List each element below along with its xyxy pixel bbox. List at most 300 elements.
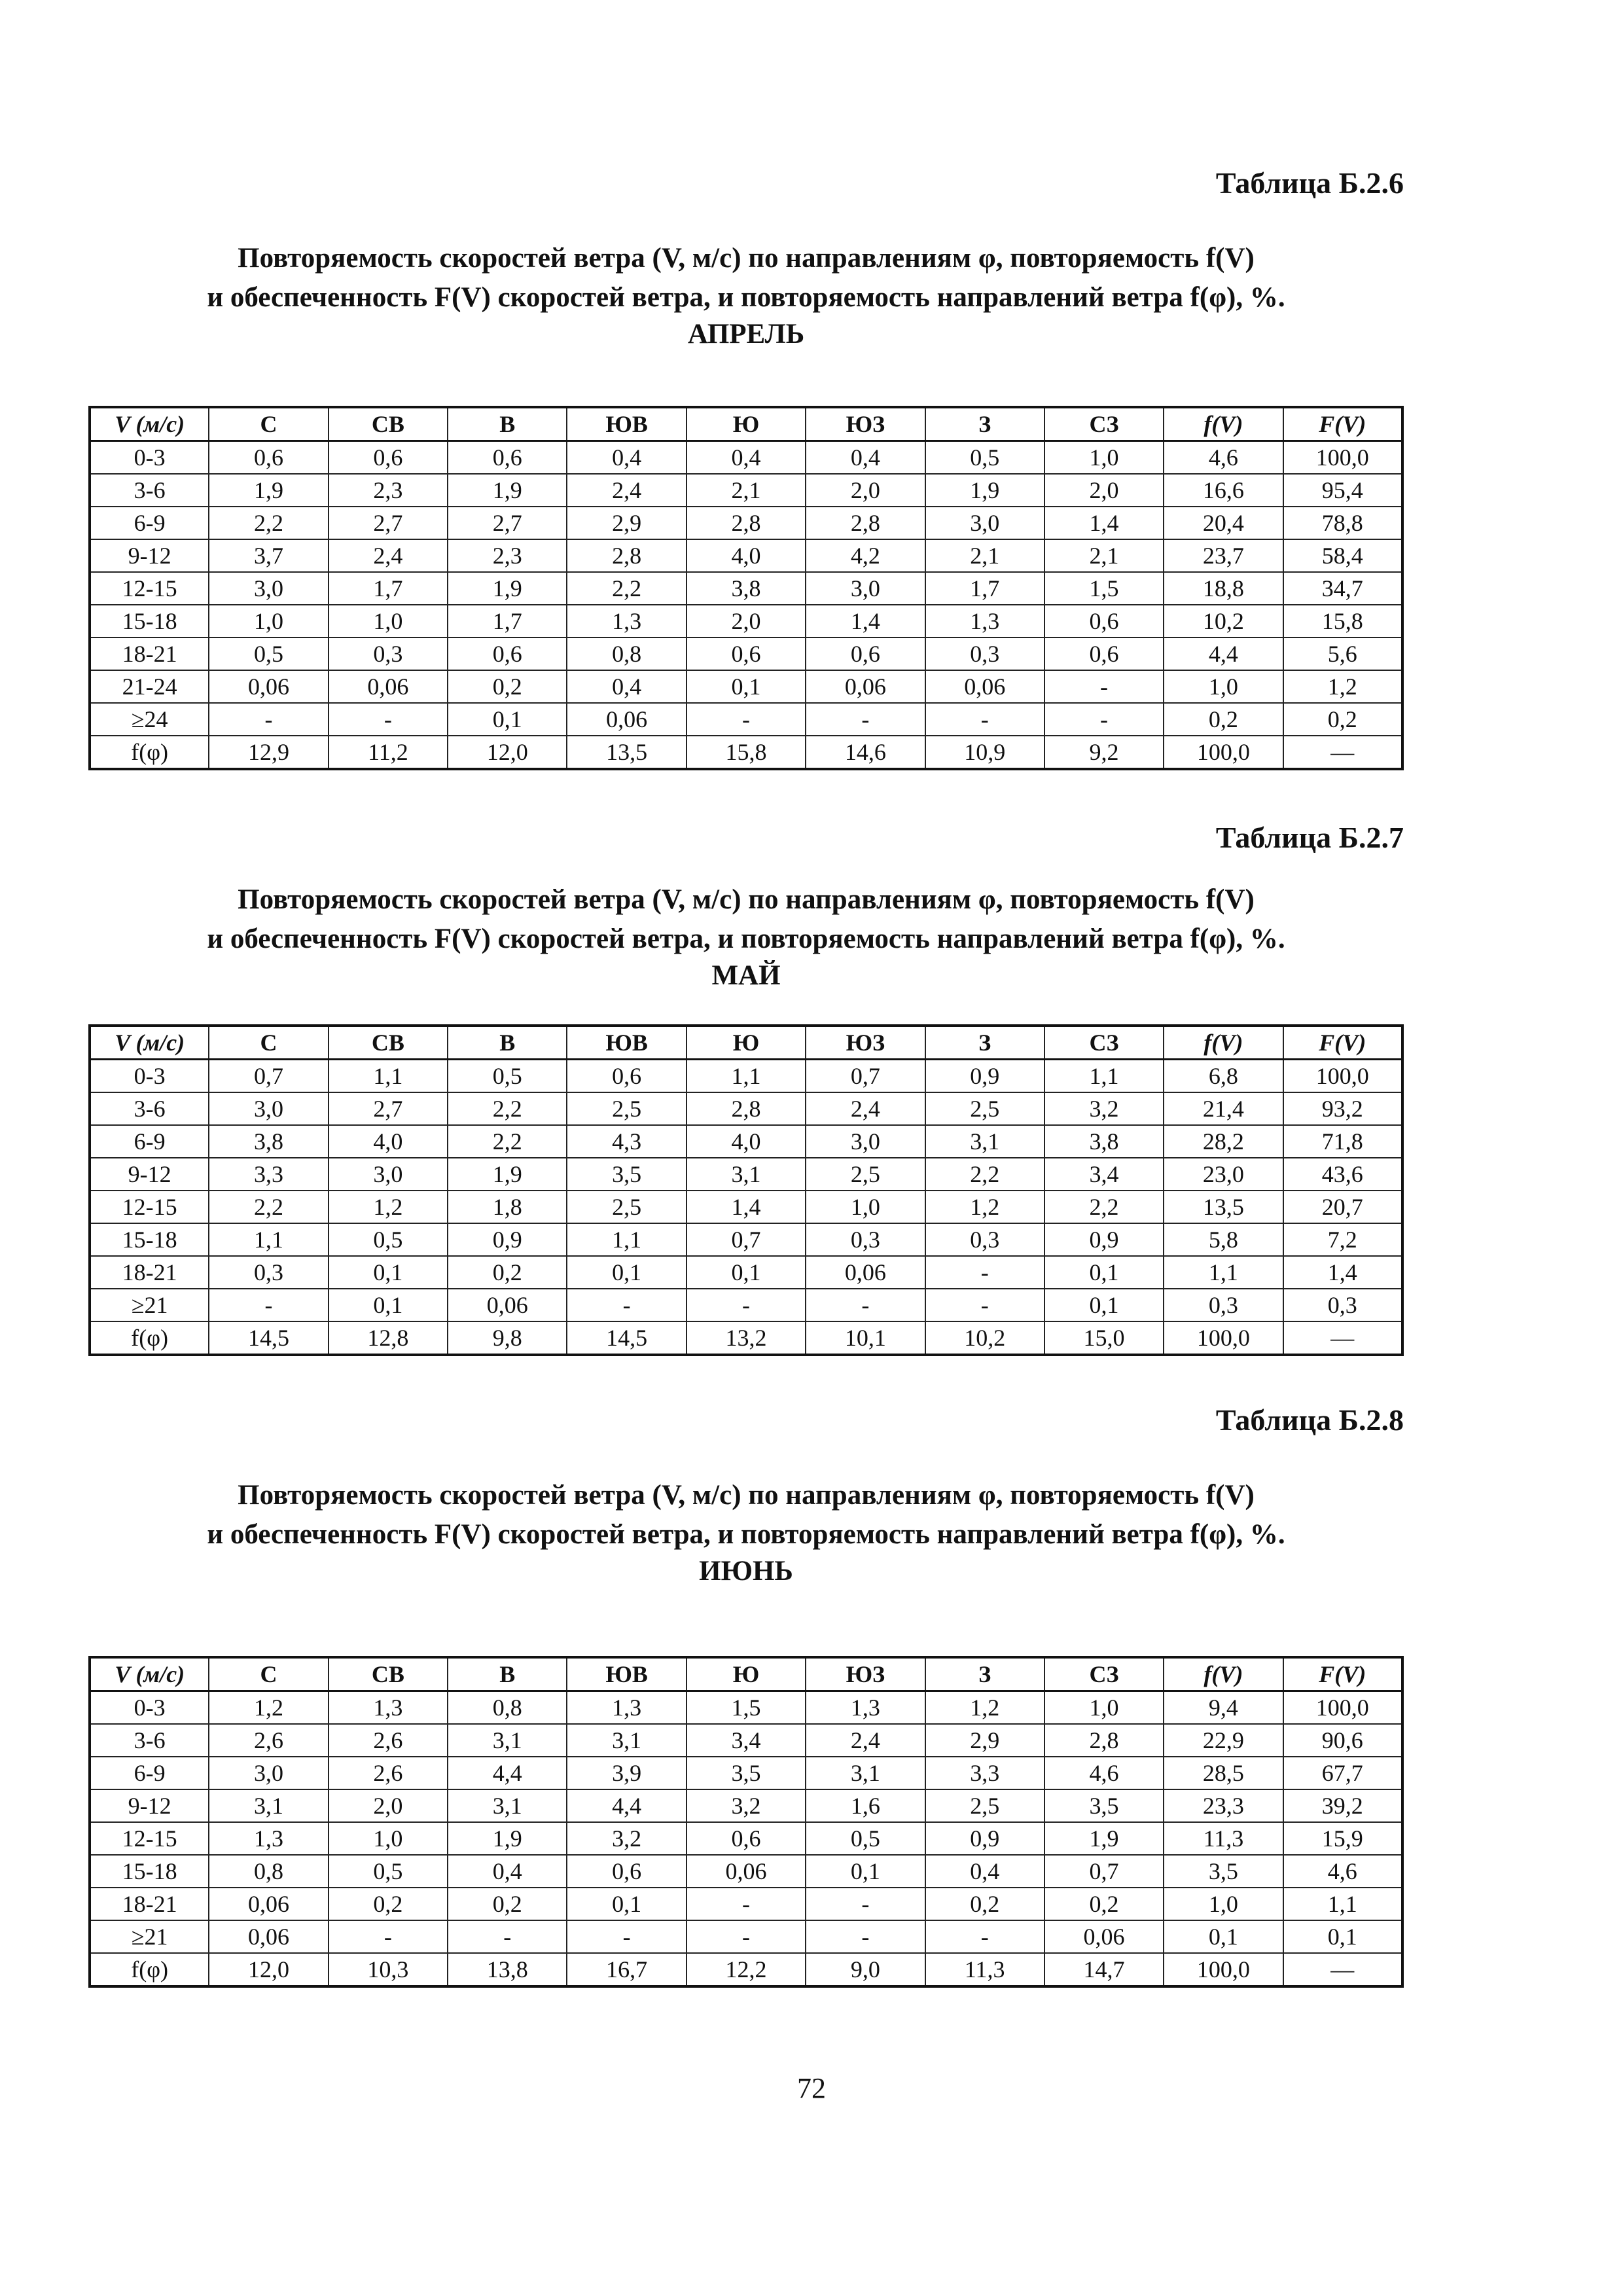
table-cell: 23,0 xyxy=(1164,1158,1283,1191)
table-row xyxy=(90,1757,1402,1789)
table-label: Таблица Б.2.6 xyxy=(1215,166,1404,200)
table-cell: 2,0 xyxy=(1044,474,1164,507)
column-header: Ю xyxy=(687,1657,806,1691)
table-cell: 2,2 xyxy=(925,1158,1044,1191)
caption-line-2: и обеспеченность F(V) скоростей ветра, и повторяемость направлений ветра f(φ), %. xyxy=(207,1519,1285,1550)
table-cell: 0,1 xyxy=(687,1256,806,1289)
table-cell: 100,0 xyxy=(1164,1953,1283,1986)
table-cell: 4,4 xyxy=(567,1789,686,1822)
table-cell: 2,7 xyxy=(448,507,567,539)
table-cell: - xyxy=(806,703,925,736)
table-cell: 0,6 xyxy=(567,1855,686,1888)
column-header: ЮВ xyxy=(567,1657,686,1691)
table-row xyxy=(90,1321,1402,1355)
header-row xyxy=(90,407,1402,441)
table-cell: 4,0 xyxy=(687,539,806,572)
table-cell: 14,5 xyxy=(567,1321,686,1355)
table-cell: 3,5 xyxy=(567,1158,686,1191)
row-header-cell: ≥21 xyxy=(90,1920,209,1953)
table-row xyxy=(90,1953,1402,1986)
table-cell: 1,0 xyxy=(1164,1888,1283,1920)
caption-line-2: и обеспеченность F(V) скоростей ветра, и повторяемость направлений ветра f(φ), %. xyxy=(207,924,1285,954)
column-header: Ю xyxy=(687,407,806,441)
column-header: ЮВ xyxy=(567,1026,686,1060)
table-cell: 1,9 xyxy=(448,572,567,605)
table-cell: 0,2 xyxy=(1164,703,1283,736)
table-cell: 2,9 xyxy=(925,1724,1044,1757)
table-cell: 2,5 xyxy=(925,1789,1044,1822)
column-header: f(V) xyxy=(1164,1657,1283,1691)
table-row xyxy=(90,572,1402,605)
table-cell: 0,06 xyxy=(209,670,328,703)
table-cell: 1,0 xyxy=(806,1191,925,1223)
table-block-june xyxy=(88,1401,1404,1440)
table-cell: 1,1 xyxy=(1164,1256,1283,1289)
table-row xyxy=(90,703,1402,736)
table-cell: 3,2 xyxy=(687,1789,806,1822)
table-cell: — xyxy=(1283,1953,1402,1986)
row-header-cell: 0-3 xyxy=(90,1060,209,1093)
table-cell: 10,9 xyxy=(925,736,1044,769)
table-cell: 0,9 xyxy=(1044,1223,1164,1256)
table-cell: 0,5 xyxy=(209,637,328,670)
row-header-cell: 9-12 xyxy=(90,539,209,572)
table-cell: 2,6 xyxy=(209,1724,328,1757)
table-cell: 0,2 xyxy=(925,1888,1044,1920)
table-cell: 10,2 xyxy=(1164,605,1283,637)
table-label: Таблица Б.2.7 xyxy=(1215,821,1404,854)
table-cell: 0,1 xyxy=(1044,1256,1164,1289)
table-row xyxy=(90,474,1402,507)
table-cell: 9,8 xyxy=(448,1321,567,1355)
table-cell: 1,1 xyxy=(567,1223,686,1256)
table-cell: 1,3 xyxy=(329,1691,448,1725)
table-cell: 7,2 xyxy=(1283,1223,1402,1256)
table-cell: 3,1 xyxy=(925,1125,1044,1158)
table-cell: 3,3 xyxy=(209,1158,328,1191)
column-header: f(V) xyxy=(1164,1026,1283,1060)
table-cell: 23,3 xyxy=(1164,1789,1283,1822)
table-cell: 1,5 xyxy=(1044,572,1164,605)
table-cell: 0,06 xyxy=(448,1289,567,1321)
table-cell: 0,6 xyxy=(209,441,328,475)
table-row xyxy=(90,605,1402,637)
table-cell: 1,4 xyxy=(687,1191,806,1223)
table-cell: 15,8 xyxy=(1283,605,1402,637)
table-cell: 2,4 xyxy=(806,1092,925,1125)
table-cell: 1,9 xyxy=(448,1158,567,1191)
table-cell: - xyxy=(687,1920,806,1953)
table-cell: 0,2 xyxy=(448,670,567,703)
column-header: СВ xyxy=(329,1026,448,1060)
table-cell: 3,2 xyxy=(1044,1092,1164,1125)
table-cell: 1,2 xyxy=(209,1691,328,1725)
table-cell: 0,5 xyxy=(448,1060,567,1093)
table-cell: 0,6 xyxy=(806,637,925,670)
table-cell: - xyxy=(567,1920,686,1953)
table-cell: 1,9 xyxy=(209,474,328,507)
column-header: З xyxy=(925,407,1044,441)
table-row xyxy=(90,1888,1402,1920)
table-cell: 2,2 xyxy=(567,572,686,605)
table-cell: 1,1 xyxy=(1044,1060,1164,1093)
table-cell: 2,4 xyxy=(806,1724,925,1757)
table-cell: 2,6 xyxy=(329,1724,448,1757)
table-cell: 2,3 xyxy=(329,474,448,507)
table-cell: 2,1 xyxy=(1044,539,1164,572)
table-cell: 0,4 xyxy=(806,441,925,475)
table-cell: 12,8 xyxy=(329,1321,448,1355)
table-cell: 0,06 xyxy=(687,1855,806,1888)
table-cell: 2,2 xyxy=(448,1125,567,1158)
table-row xyxy=(90,1822,1402,1855)
table-cell: 23,7 xyxy=(1164,539,1283,572)
table-cell: 1,0 xyxy=(209,605,328,637)
table-cell: 0,2 xyxy=(329,1888,448,1920)
table-cell: 10,3 xyxy=(329,1953,448,1986)
table-cell: 0,1 xyxy=(806,1855,925,1888)
table-cell: 67,7 xyxy=(1283,1757,1402,1789)
table-cell: - xyxy=(567,1289,686,1321)
column-header: З xyxy=(925,1657,1044,1691)
table-cell: 0,3 xyxy=(806,1223,925,1256)
table-row xyxy=(90,1724,1402,1757)
caption-june xyxy=(88,1476,1404,1588)
month-title: АПРЕЛЬ xyxy=(687,319,805,350)
table-cell: 95,4 xyxy=(1283,474,1402,507)
table-cell: 0,4 xyxy=(925,1855,1044,1888)
table-cell: 4,4 xyxy=(448,1757,567,1789)
table-cell: 15,0 xyxy=(1044,1321,1164,1355)
table-cell: 2,4 xyxy=(329,539,448,572)
table-cell: 0,9 xyxy=(925,1822,1044,1855)
table-cell: 14,5 xyxy=(209,1321,328,1355)
row-header-cell: 15-18 xyxy=(90,1855,209,1888)
table-cell: 12,2 xyxy=(687,1953,806,1986)
column-header: СЗ xyxy=(1044,1657,1164,1691)
table-cell: 5,6 xyxy=(1283,637,1402,670)
column-header: З xyxy=(925,1026,1044,1060)
table-cell: 0,1 xyxy=(329,1256,448,1289)
table-cell: 1,7 xyxy=(925,572,1044,605)
table-cell: 0,4 xyxy=(448,1855,567,1888)
table-cell: - xyxy=(1044,670,1164,703)
table-cell: 16,6 xyxy=(1164,474,1283,507)
table-cell: 0,6 xyxy=(448,637,567,670)
wind-table-june xyxy=(88,1656,1404,1988)
table-cell: - xyxy=(806,1888,925,1920)
table-cell: 1,1 xyxy=(209,1223,328,1256)
column-header: V (м/с) xyxy=(90,407,209,441)
table-cell: 1,9 xyxy=(1044,1822,1164,1855)
table-cell: 6,8 xyxy=(1164,1060,1283,1093)
column-header: С xyxy=(209,1657,328,1691)
table-cell: 1,9 xyxy=(925,474,1044,507)
table-cell: 0,5 xyxy=(806,1822,925,1855)
table-row xyxy=(90,1060,1402,1093)
column-header: СЗ xyxy=(1044,1026,1164,1060)
table-cell: 2,4 xyxy=(567,474,686,507)
row-header-cell: 12-15 xyxy=(90,572,209,605)
column-header: СВ xyxy=(329,1657,448,1691)
table-cell: 93,2 xyxy=(1283,1092,1402,1125)
table-cell: 3,0 xyxy=(806,1125,925,1158)
table-cell: 2,1 xyxy=(925,539,1044,572)
table-cell: 2,0 xyxy=(806,474,925,507)
wind-table-april xyxy=(88,406,1404,770)
table-cell: 1,5 xyxy=(687,1691,806,1725)
table-cell: 0,4 xyxy=(567,441,686,475)
table-cell: 0,6 xyxy=(329,441,448,475)
table-cell: 0,1 xyxy=(448,703,567,736)
table-cell: 0,6 xyxy=(1044,605,1164,637)
table-label: Таблица Б.2.8 xyxy=(1215,1403,1404,1437)
table-cell: 18,8 xyxy=(1164,572,1283,605)
table-cell: 1,1 xyxy=(329,1060,448,1093)
table-cell: - xyxy=(806,1920,925,1953)
table-cell: 0,06 xyxy=(329,670,448,703)
table-cell: 2,8 xyxy=(806,507,925,539)
table-cell: 3,4 xyxy=(687,1724,806,1757)
table-cell: 4,6 xyxy=(1164,441,1283,475)
table-cell: 0,06 xyxy=(806,670,925,703)
table-cell: 3,1 xyxy=(567,1724,686,1757)
table-cell: 3,0 xyxy=(209,1757,328,1789)
table-cell: 3,5 xyxy=(687,1757,806,1789)
table-cell: 0,06 xyxy=(1044,1920,1164,1953)
table-cell: 1,3 xyxy=(567,1691,686,1725)
table-cell: - xyxy=(925,1256,1044,1289)
table-cell: 0,6 xyxy=(687,1822,806,1855)
row-header-cell: 18-21 xyxy=(90,1256,209,1289)
table-cell: 3,3 xyxy=(925,1757,1044,1789)
table-cell: 2,8 xyxy=(687,507,806,539)
table-cell: 1,9 xyxy=(448,474,567,507)
row-header-cell: 9-12 xyxy=(90,1158,209,1191)
table-cell: - xyxy=(925,703,1044,736)
row-header-cell: 3-6 xyxy=(90,1724,209,1757)
table-cell: 78,8 xyxy=(1283,507,1402,539)
column-header: F(V) xyxy=(1283,407,1402,441)
table-cell: 0,1 xyxy=(1044,1289,1164,1321)
table-cell: 4,3 xyxy=(567,1125,686,1158)
table-cell: 1,0 xyxy=(1164,670,1283,703)
table-cell: 3,0 xyxy=(209,572,328,605)
table-cell: 3,1 xyxy=(806,1757,925,1789)
table-cell: 10,2 xyxy=(925,1321,1044,1355)
table-cell: 4,6 xyxy=(1283,1855,1402,1888)
table-row xyxy=(90,1158,1402,1191)
row-header-cell: 6-9 xyxy=(90,1125,209,1158)
table-row xyxy=(90,441,1402,475)
table-cell: 1,0 xyxy=(329,1822,448,1855)
table-cell: 2,5 xyxy=(806,1158,925,1191)
caption-line-1: Повторяемость скоростей ветра (V, м/с) по направлениям φ, повторяемость f(V) xyxy=(238,884,1255,915)
column-header: F(V) xyxy=(1283,1026,1402,1060)
table-cell: 2,6 xyxy=(329,1757,448,1789)
caption-april xyxy=(88,239,1404,351)
table-cell: 4,0 xyxy=(329,1125,448,1158)
table-cell: 2,5 xyxy=(567,1092,686,1125)
caption-may xyxy=(88,880,1404,993)
table-cell: 1,0 xyxy=(1044,441,1164,475)
page-number: 72 xyxy=(797,2072,826,2104)
header-row xyxy=(90,1657,1402,1691)
table-cell: 1,1 xyxy=(687,1060,806,1093)
caption-line-1: Повторяемость скоростей ветра (V, м/с) по направлениям φ, повторяемость f(V) xyxy=(238,243,1255,274)
table-cell: 100,0 xyxy=(1283,1691,1402,1725)
table-cell: 2,8 xyxy=(687,1092,806,1125)
table-cell: 15,9 xyxy=(1283,1822,1402,1855)
row-header-cell: f(φ) xyxy=(90,1321,209,1355)
table-cell: - xyxy=(448,1920,567,1953)
table-cell: 3,0 xyxy=(925,507,1044,539)
table-cell: 2,8 xyxy=(567,539,686,572)
wind-table-may xyxy=(88,1024,1404,1356)
table-cell: 0,6 xyxy=(687,637,806,670)
table-cell: 2,8 xyxy=(1044,1724,1164,1757)
table-cell: 13,8 xyxy=(448,1953,567,1986)
table-cell: 1,1 xyxy=(1283,1888,1402,1920)
table-cell: 0,2 xyxy=(448,1888,567,1920)
table-cell: 0,3 xyxy=(1164,1289,1283,1321)
table-cell: 13,5 xyxy=(1164,1191,1283,1223)
table-cell: 2,2 xyxy=(209,1191,328,1223)
table-cell: 100,0 xyxy=(1164,736,1283,769)
column-header: С xyxy=(209,1026,328,1060)
table-block-april xyxy=(88,164,1404,203)
table-row xyxy=(90,507,1402,539)
table-row xyxy=(90,1691,1402,1725)
row-header-cell: 21-24 xyxy=(90,670,209,703)
table-cell: 0,8 xyxy=(209,1855,328,1888)
row-header-cell: 12-15 xyxy=(90,1822,209,1855)
table-cell: 0,2 xyxy=(1283,703,1402,736)
table-cell: 3,7 xyxy=(209,539,328,572)
table-cell: 4,0 xyxy=(687,1125,806,1158)
table-cell: 0,1 xyxy=(567,1888,686,1920)
table-cell: 3,1 xyxy=(687,1158,806,1191)
table-cell: 2,7 xyxy=(329,507,448,539)
table-cell: 1,4 xyxy=(1044,507,1164,539)
table-cell: 1,4 xyxy=(806,605,925,637)
table-cell: 2,2 xyxy=(1044,1191,1164,1223)
table-cell: 11,2 xyxy=(329,736,448,769)
table-cell: 0,06 xyxy=(806,1256,925,1289)
row-header-cell: 9-12 xyxy=(90,1789,209,1822)
table-cell: 0,7 xyxy=(209,1060,328,1093)
table-cell: 0,5 xyxy=(329,1223,448,1256)
table-cell: 90,6 xyxy=(1283,1724,1402,1757)
table-cell: 28,2 xyxy=(1164,1125,1283,1158)
table-cell: 0,1 xyxy=(329,1289,448,1321)
table-cell: - xyxy=(209,703,328,736)
table-cell: 0,7 xyxy=(1044,1855,1164,1888)
table-cell: 2,1 xyxy=(687,474,806,507)
table-cell: 1,2 xyxy=(925,1191,1044,1223)
row-header-cell: ≥24 xyxy=(90,703,209,736)
table-cell: 1,6 xyxy=(806,1789,925,1822)
table-cell: 0,5 xyxy=(329,1855,448,1888)
table-cell: 0,9 xyxy=(448,1223,567,1256)
column-header: ЮЗ xyxy=(806,407,925,441)
table-cell: - xyxy=(925,1920,1044,1953)
column-header: V (м/с) xyxy=(90,1026,209,1060)
table-cell: 2,3 xyxy=(448,539,567,572)
row-header-cell: ≥21 xyxy=(90,1289,209,1321)
table-row xyxy=(90,1789,1402,1822)
table-cell: 1,3 xyxy=(209,1822,328,1855)
caption-line-1: Повторяемость скоростей ветра (V, м/с) по направлениям φ, повторяемость f(V) xyxy=(238,1480,1255,1511)
table-cell: 2,0 xyxy=(687,605,806,637)
table-cell: 9,4 xyxy=(1164,1691,1283,1725)
table-row xyxy=(90,736,1402,769)
table-row xyxy=(90,1289,1402,1321)
table-cell: 0,3 xyxy=(1283,1289,1402,1321)
row-header-cell: 18-21 xyxy=(90,1888,209,1920)
table-cell: 9,2 xyxy=(1044,736,1164,769)
table-cell: 1,3 xyxy=(925,605,1044,637)
table-cell: - xyxy=(687,1289,806,1321)
table-cell: 1,8 xyxy=(448,1191,567,1223)
column-header: ЮЗ xyxy=(806,1026,925,1060)
table-cell: 39,2 xyxy=(1283,1789,1402,1822)
table-cell: 0,3 xyxy=(925,1223,1044,1256)
table-cell: - xyxy=(925,1289,1044,1321)
column-header: ЮЗ xyxy=(806,1657,925,1691)
table-cell: — xyxy=(1283,1321,1402,1355)
table-cell: 43,6 xyxy=(1283,1158,1402,1191)
table-cell: 3,4 xyxy=(1044,1158,1164,1191)
table-cell: 3,8 xyxy=(1044,1125,1164,1158)
table-cell: - xyxy=(687,703,806,736)
table-cell: 3,0 xyxy=(806,572,925,605)
table-cell: 0,3 xyxy=(925,637,1044,670)
table-cell: 58,4 xyxy=(1283,539,1402,572)
row-header-cell: 18-21 xyxy=(90,637,209,670)
table-cell: 1,2 xyxy=(925,1691,1044,1725)
header-row xyxy=(90,1026,1402,1060)
table-cell: - xyxy=(329,703,448,736)
table-cell: 3,1 xyxy=(448,1724,567,1757)
table-cell: 20,4 xyxy=(1164,507,1283,539)
table-cell: 5,8 xyxy=(1164,1223,1283,1256)
table-cell: 0,6 xyxy=(448,441,567,475)
row-header-cell: 0-3 xyxy=(90,1691,209,1725)
row-header-cell: 6-9 xyxy=(90,1757,209,1789)
month-title: МАЙ xyxy=(711,960,781,991)
table-cell: 0,1 xyxy=(687,670,806,703)
row-header-cell: 12-15 xyxy=(90,1191,209,1223)
table-cell: 10,1 xyxy=(806,1321,925,1355)
table-cell: 11,3 xyxy=(1164,1822,1283,1855)
table-cell: 11,3 xyxy=(925,1953,1044,1986)
table-cell: 16,7 xyxy=(567,1953,686,1986)
table-cell: 1,9 xyxy=(448,1822,567,1855)
table-cell: 0,5 xyxy=(925,441,1044,475)
table-cell: 0,9 xyxy=(925,1060,1044,1093)
row-header-cell: f(φ) xyxy=(90,736,209,769)
table-cell: 0,2 xyxy=(448,1256,567,1289)
table-cell: 100,0 xyxy=(1283,441,1402,475)
table-cell: 0,7 xyxy=(806,1060,925,1093)
row-header-cell: 6-9 xyxy=(90,507,209,539)
column-header: ЮВ xyxy=(567,407,686,441)
table-cell: - xyxy=(687,1888,806,1920)
table-cell: 14,6 xyxy=(806,736,925,769)
table-cell: 3,2 xyxy=(567,1822,686,1855)
column-header: Ю xyxy=(687,1026,806,1060)
